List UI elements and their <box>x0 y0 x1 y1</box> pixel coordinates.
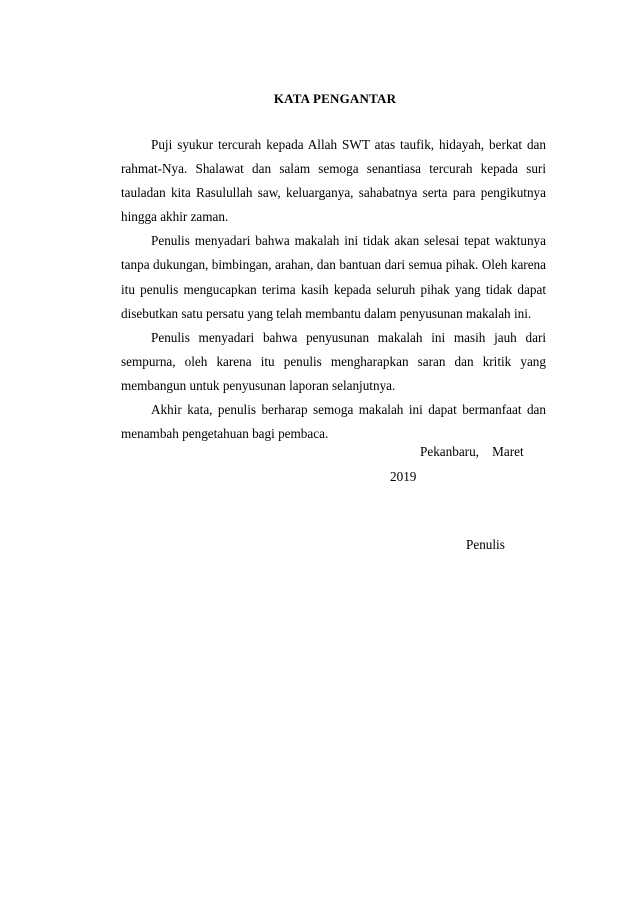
paragraph-4: Akhir kata, penulis berharap semoga makalah ini dapat bermanfaat dan menambah pengetahuan bagi pembaca. <box>121 402 546 442</box>
signature-year: 2019 <box>390 469 417 484</box>
signature-author: Penulis <box>466 537 505 552</box>
paragraph-2: Penulis menyadari bahwa makalah ini tidak akan selesai tepat waktunya tanpa dukungan, bimbingan, arahan, dan bantuan dari semua pihak. Oleh karena itu penulis mengucapkan terima kasih kepada seluruh pihak yang tidak dapat disebutkan satu persatu yang telah membantu dalam penyusunan makalah ini. <box>121 233 546 321</box>
document-title: KATA PENGANTAR <box>273 91 397 106</box>
paragraph-1: Puji syukur tercurah kepada Allah SWT atas taufik, hidayah, berkat dan rahmat-Nya. Shalawat dan salam semoga senantiasa tercurah kepada suri tauladan kita Rasulullah saw, keluarganya, sahabatnya serta para pengikutnya hingga akhir zaman. <box>121 137 546 225</box>
document-body <box>121 133 546 446</box>
signature-place-date: Pekanbaru, Maret <box>420 444 524 459</box>
paragraph-3: Penulis menyadari bahwa penyusunan makalah ini masih jauh dari sempurna, oleh karena itu penulis mengharapkan saran dan kritik yang membangun untuk penyusunan laporan selanjutnya. <box>121 329 546 393</box>
